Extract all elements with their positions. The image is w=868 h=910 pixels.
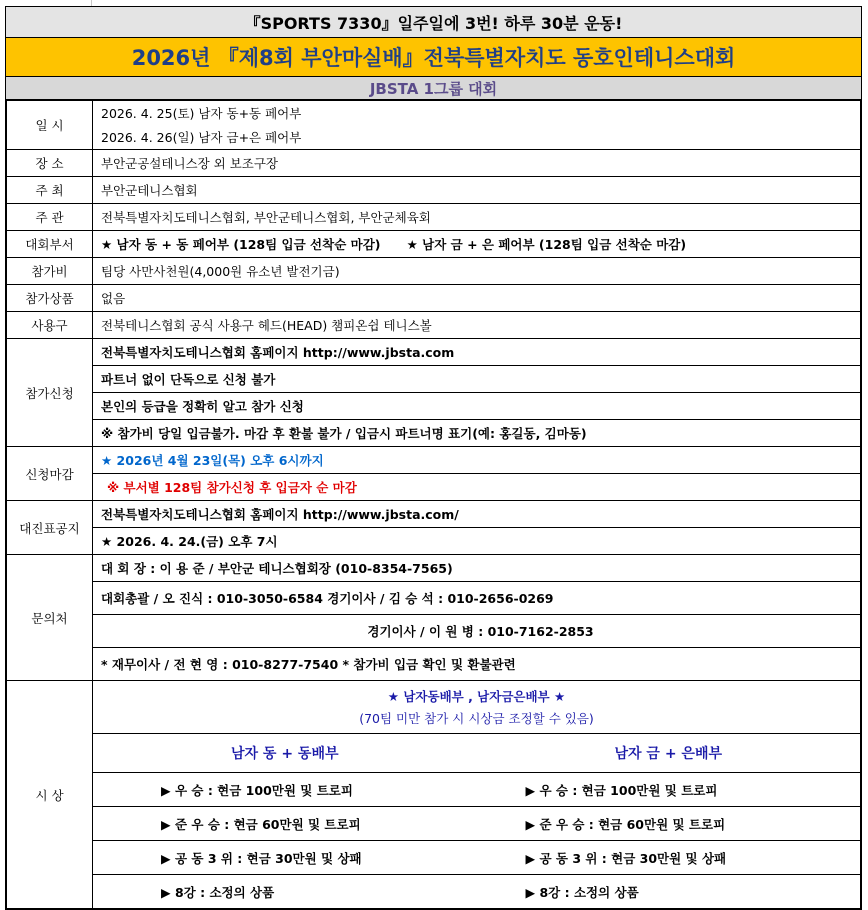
award-left-2: ▶ 준 우 승 : 현금 60만원 및 트로피 [161,816,361,832]
slogan-banner: 『SPORTS 7330』일주일에 3번! 하루 30분 운동! [6,7,861,38]
contact-line-2: 대회총괄 / 오 진식 : 010-3050-6584 경기이사 / 김 승 석 : 010-2656-0269 [93,582,860,615]
fee-label: 참가비 [7,258,93,285]
organizer-label: 주 관 [7,204,93,231]
fee-value: 팀당 사만사천원(4,000원 유소년 발전기금) [93,258,861,285]
award-row [93,807,860,841]
awards-col-right: 남자 금 + 은배부 [614,746,722,762]
venue-label: 장 소 [7,150,93,177]
deadline-label: 신청마감 [7,447,93,501]
date-line-1: 2026. 4. 25(토) 남자 동+동 페어부 [101,106,302,121]
gift-value: 없음 [93,285,861,312]
deadline-line-1: ★ 2026년 4월 23일(목) 오후 6시까지 [93,447,860,474]
contact-line-4: * 재무이사 / 전 현 영 : 010-8277-7540 * 참가비 입금 확인 및 환불관련 [101,657,516,672]
draw-line-1: 전북특별자치도테니스협회 홈페이지 http://www.jbsta.com/ [93,501,860,528]
apply-line-1: 전북특별자치도테니스협회 홈페이지 http://www.jbsta.com [93,339,860,366]
apply-line-4: ※ 참가비 당일 입금불가. 마감 후 환불 불가 / 입금시 파트너명 표기(예: 홍길동, 김마동) [101,426,587,441]
host-value: 부안군테니스협회 [93,177,861,204]
divisions-label: 대회부서 [7,231,93,258]
host-label: 주 최 [7,177,93,204]
award-row [93,773,860,807]
deadline-line-2: ※ 부서별 128팀 참가신청 후 입금자 순 마감 [107,480,357,495]
event-title: 2026년 『제8회 부안마실배』전북특별자치도 동호인테니스대회 [6,38,861,77]
divisions-value: ★ 남자 동 + 동 페어부 (128팀 입금 선착순 마감) ★ 남자 금 + 은 페어부 (128팀 입금 선착순 마감) [93,231,861,258]
apply-line-3: 본인의 등급을 정확히 알고 참가 신청 [93,393,860,420]
awards-header-line-1: ★ 남자동배부 , 남자금은배부 ★ [387,689,566,704]
organizer-value: 전북특별자치도테니스협회, 부안군테니스협회, 부안군체육회 [93,204,861,231]
poster-table [5,6,862,910]
award-right-3: ▶ 공 동 3 위 : 현금 30만원 및 상패 [525,850,727,866]
awards-columns [93,734,860,773]
award-left-1: ▶ 우 승 : 현금 100만원 및 트로피 [161,782,353,798]
ball-label: 사용구 [7,312,93,339]
info-table [6,100,861,909]
award-left-4: ▶ 8강 : 소정의 상품 [161,884,275,900]
awards-label: 시 상 [7,681,93,909]
gift-label: 참가상품 [7,285,93,312]
apply-label: 참가신청 [7,339,93,447]
venue-value: 부안군공설테니스장 외 보조구장 [93,150,861,177]
date-label: 일 시 [7,101,93,150]
apply-line-2: 파트너 없이 단독으로 신청 불가 [93,366,860,393]
event-subtitle: JBSTA 1그룹 대회 [6,77,861,100]
draw-line-2: ★ 2026. 4. 24.(금) 오후 7시 [101,534,278,549]
award-row [93,841,860,875]
awards-header-line-2: (70팀 미만 참가 시 시상금 조정할 수 있음) [359,711,594,726]
awards-col-left: 남자 동 + 동배부 [231,746,339,762]
contact-label: 문의처 [7,555,93,681]
date-line-2: 2026. 4. 26(일) 남자 금+은 페어부 [101,130,302,145]
award-right-4: ▶ 8강 : 소정의 상품 [525,884,639,900]
contact-line-3: 경기이사 / 이 원 병 : 010-7162-2853 [93,615,860,648]
draw-label: 대진표공지 [7,501,93,555]
contact-line-1: 대 회 장 : 이 용 준 / 부안군 테니스협회장 (010-8354-7565) [93,555,860,582]
award-row [93,875,860,908]
ball-value: 전북테니스협회 공식 사용구 헤드(HEAD) 챔피온쉽 테니스볼 [93,312,861,339]
award-right-2: ▶ 준 우 승 : 현금 60만원 및 트로피 [525,816,726,832]
award-left-3: ▶ 공 동 3 위 : 현금 30만원 및 상패 [161,850,362,866]
award-right-1: ▶ 우 승 : 현금 100만원 및 트로피 [525,782,718,798]
awards-header [93,681,860,734]
